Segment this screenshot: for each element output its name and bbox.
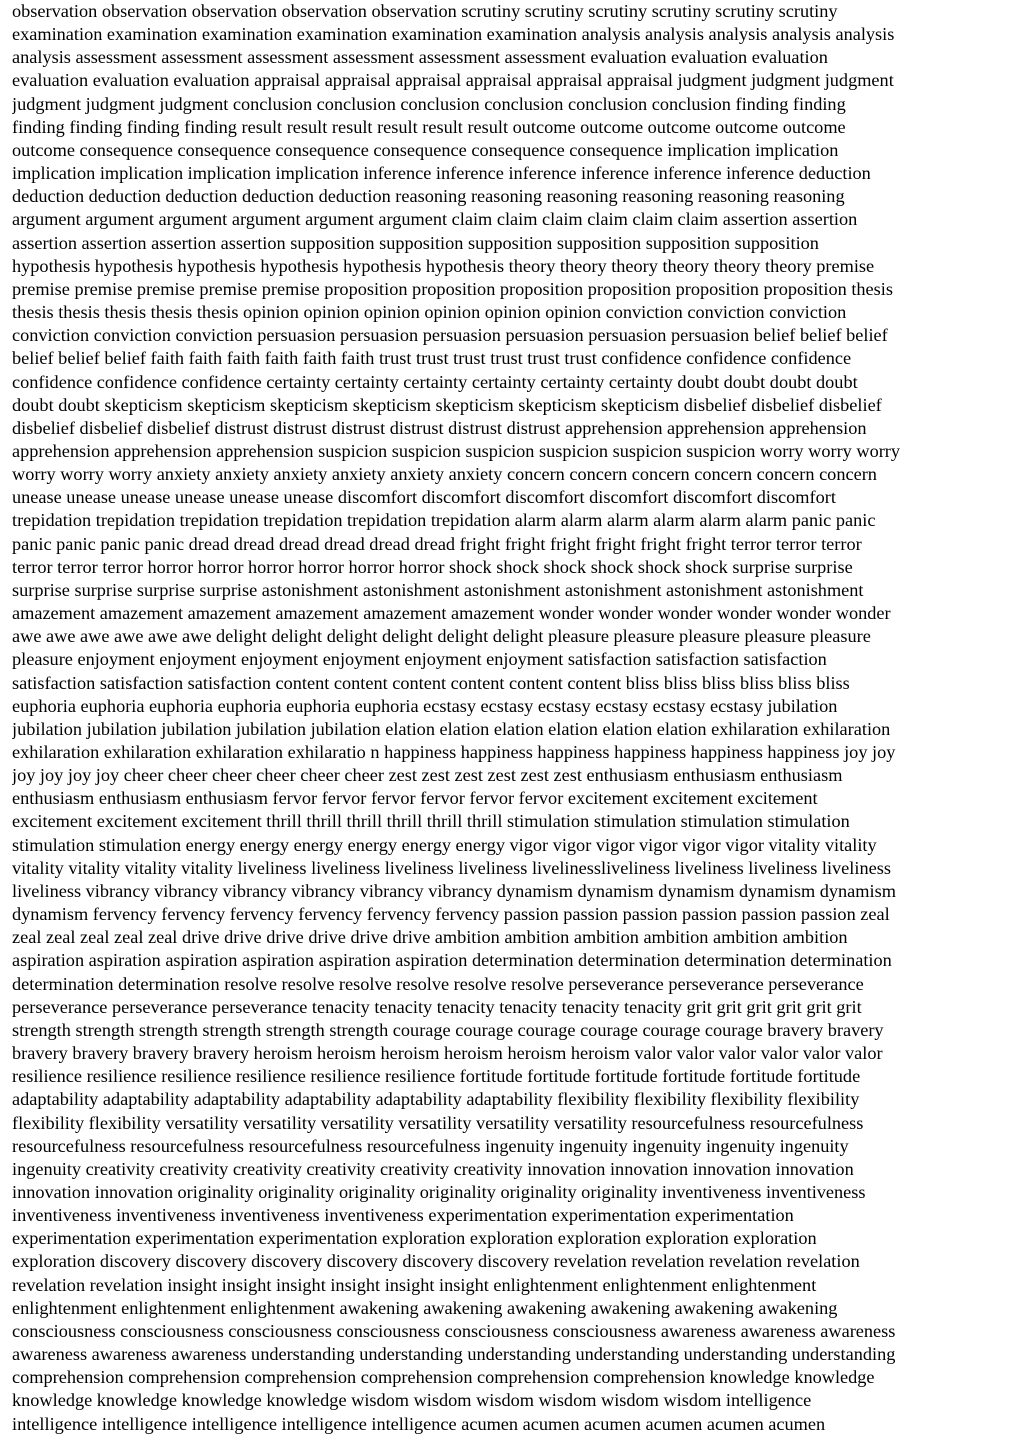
text-line: vitality vitality vitality vitality liveliness liveliness liveliness liveliness livelinessliveliness liveliness liveliness liveliness <box>12 857 891 878</box>
text-line: dynamism fervency fervency fervency fervency fervency fervency passion passion passion passion passion passion zeal <box>12 904 890 925</box>
text-line: enthusiasm enthusiasm enthusiasm fervor fervor fervor fervor fervor fervor excitement excitement excitement <box>12 788 818 809</box>
text-line: knowledge knowledge knowledge knowledge wisdom wisdom wisdom wisdom wisdom wisdom intelligence <box>12 1390 812 1411</box>
text-line: liveliness vibrancy vibrancy vibrancy vibrancy vibrancy vibrancy dynamism dynamism dynamism dynamism dynamism <box>12 880 896 901</box>
text-line: inventiveness inventiveness inventiveness inventiveness experimentation experimentation experimentation <box>12 1205 794 1226</box>
text-line: strength strength strength strength strength strength courage courage courage courage courage courage bravery bravery <box>12 1019 884 1040</box>
text-line: disbelief disbelief disbelief distrust distrust distrust distrust distrust distrust apprehension apprehension apprehension <box>12 417 867 438</box>
text-line: apprehension apprehension apprehension suspicion suspicion suspicion suspicion suspicion suspicion worry worry worry <box>12 440 901 461</box>
text-line: belief belief belief faith faith faith faith faith faith trust trust trust trust trust trust confidence confidence confidence <box>12 348 852 369</box>
text-line: perseverance perseverance perseverance tenacity tenacity tenacity tenacity tenacity tenacity grit grit grit grit grit grit <box>12 996 862 1017</box>
text-line: pleasure enjoyment enjoyment enjoyment enjoyment enjoyment enjoyment satisfaction satisfaction satisfaction <box>12 649 827 670</box>
text-line: innovation innovation originality originality originality originality originality originality inventiveness inventiveness <box>12 1181 866 1202</box>
body-text <box>12 0 1012 1436</box>
text-line: worry worry worry anxiety anxiety anxiety anxiety anxiety anxiety concern concern concern concern concern concern <box>12 464 877 485</box>
text-line: awareness awareness awareness understanding understanding understanding understanding understanding understanding <box>12 1344 896 1365</box>
text-line: bravery bravery bravery bravery heroism heroism heroism heroism heroism heroism valor valor valor valor valor valor <box>12 1043 883 1064</box>
text-line: resourcefulness resourcefulness resourcefulness resourcefulness ingenuity ingenuity ingenuity ingenuity ingenuity <box>12 1135 849 1156</box>
text-line: examination examination examination examination examination examination analysis analysis analysis analysis analysis <box>12 24 895 45</box>
text-line: conviction conviction conviction persuasion persuasion persuasion persuasion persuasion persuasion belief belief belief <box>12 325 888 346</box>
text-line: intelligence intelligence intelligence intelligence intelligence acumen acumen acumen acumen acumen acumen <box>12 1413 826 1434</box>
text-line: joy joy joy joy cheer cheer cheer cheer cheer cheer zest zest zest zest zest zest enthusiasm enthusiasm enthusiasm <box>12 765 843 786</box>
text-line: awe awe awe awe awe awe delight delight delight delight delight delight pleasure pleasure pleasure pleasure pleasure <box>12 626 871 647</box>
text-line: satisfaction satisfaction satisfaction content content content content content content bliss bliss bliss bliss bliss bliss <box>12 672 850 693</box>
text-line: resilience resilience resilience resilience resilience resilience fortitude fortitude fortitude fortitude fortitude fortitude <box>12 1066 861 1087</box>
text-line: euphoria euphoria euphoria euphoria euphoria euphoria ecstasy ecstasy ecstasy ecstasy ecstasy ecstasy jubilation <box>12 695 838 716</box>
text-line: exploration discovery discovery discovery discovery discovery discovery revelation revelation revelation revelation <box>12 1251 860 1272</box>
text-line: flexibility flexibility versatility versatility versatility versatility versatility versatility resourcefulness resourcefulness <box>12 1112 864 1133</box>
text-line: finding finding finding finding result result result result result result outcome outcome outcome outcome outcome <box>12 116 846 137</box>
text-line: jubilation jubilation jubilation jubilation jubilation elation elation elation elation elation elation exhilaration exhilaration <box>12 718 891 739</box>
text-line: comprehension comprehension comprehension comprehension comprehension comprehension knowledge knowledge <box>12 1367 875 1388</box>
text-line: stimulation stimulation energy energy energy energy energy energy vigor vigor vigor vigor vigor vigor vitality vitality <box>12 834 877 855</box>
text-line: ingenuity creativity creativity creativity creativity creativity creativity innovation innovation innovation innovation <box>12 1158 854 1179</box>
text-line: observation observation observation observation observation scrutiny scrutiny scrutiny scrutiny scrutiny scrutiny <box>12 1 838 21</box>
text-line: doubt doubt skepticism skepticism skepticism skepticism skepticism skepticism skepticism disbelief disbelief disbelief <box>12 394 882 415</box>
text-line: judgment judgment judgment conclusion conclusion conclusion conclusion conclusion conclusion finding finding <box>12 93 846 114</box>
text-line: amazement amazement amazement amazement amazement amazement wonder wonder wonder wonder wonder wonder <box>12 603 891 624</box>
text-line: panic panic panic panic dread dread dread dread dread dread fright fright fright fright fright fright terror terror terror <box>12 533 862 554</box>
text-line: aspiration aspiration aspiration aspiration aspiration aspiration determination determination determination determination <box>12 950 892 971</box>
text-line: deduction deduction deduction deduction deduction reasoning reasoning reasoning reasoning reasoning reasoning <box>12 186 845 207</box>
text-line: excitement excitement excitement thrill thrill thrill thrill thrill thrill stimulation stimulation stimulation stimulation <box>12 811 850 832</box>
text-line: surprise surprise surprise surprise astonishment astonishment astonishment astonishment astonishment astonishment <box>12 579 864 600</box>
text-line: hypothesis hypothesis hypothesis hypothesis hypothesis hypothesis theory theory theory theory theory theory premise <box>12 255 875 276</box>
text-line: implication implication implication implication inference inference inference inference inference inference deduction <box>12 163 871 184</box>
text-line: confidence confidence confidence certainty certainty certainty certainty certainty certainty doubt doubt doubt doubt <box>12 371 858 392</box>
text-line: outcome consequence consequence consequence consequence consequence consequence implication implication <box>12 139 839 160</box>
text-line: premise premise premise premise premise proposition proposition proposition proposition proposition proposition thesis <box>12 278 893 299</box>
text-line: consciousness consciousness consciousness consciousness consciousness consciousness awareness awareness awareness <box>12 1320 896 1341</box>
text-line: evaluation evaluation evaluation appraisal appraisal appraisal appraisal appraisal appraisal judgment judgment judgment <box>12 70 894 91</box>
text-line: terror terror terror horror horror horror horror horror horror shock shock shock shock shock shock surprise surprise <box>12 556 853 577</box>
text-line: analysis assessment assessment assessment assessment assessment assessment evaluation evaluation evaluation <box>12 47 828 68</box>
text-line: revelation revelation insight insight insight insight insight insight enlightenment enlightenment enlightenment <box>12 1274 817 1295</box>
text-line: assertion assertion assertion assertion supposition supposition supposition supposition supposition supposition <box>12 232 819 253</box>
text-line: zeal zeal zeal zeal zeal drive drive drive drive drive drive ambition ambition ambition ambition ambition ambition <box>12 927 848 948</box>
text-line: argument argument argument argument argument argument claim claim claim claim claim claim assertion assertion <box>12 209 858 230</box>
text-line: determination determination resolve resolve resolve resolve resolve resolve perseverance perseverance perseverance <box>12 973 864 994</box>
text-line: exhilaration exhilaration exhilaration exhilaratio n happiness happiness happiness happiness happiness happiness joy joy <box>12 742 896 762</box>
text-line: experimentation experimentation experimentation exploration exploration exploration exploration exploration <box>12 1228 817 1249</box>
text-line: trepidation trepidation trepidation trepidation trepidation trepidation alarm alarm alarm alarm alarm alarm panic panic <box>12 510 876 531</box>
text-line: enlightenment enlightenment enlightenment awakening awakening awakening awakening awakening awakening <box>12 1297 838 1318</box>
text-line: adaptability adaptability adaptability adaptability adaptability adaptability flexibility flexibility flexibility flexibility <box>12 1089 860 1110</box>
text-line: unease unease unease unease unease unease discomfort discomfort discomfort discomfort discomfort discomfort <box>12 487 836 508</box>
text-line: thesis thesis thesis thesis thesis opinion opinion opinion opinion opinion opinion conviction conviction conviction <box>12 302 847 323</box>
